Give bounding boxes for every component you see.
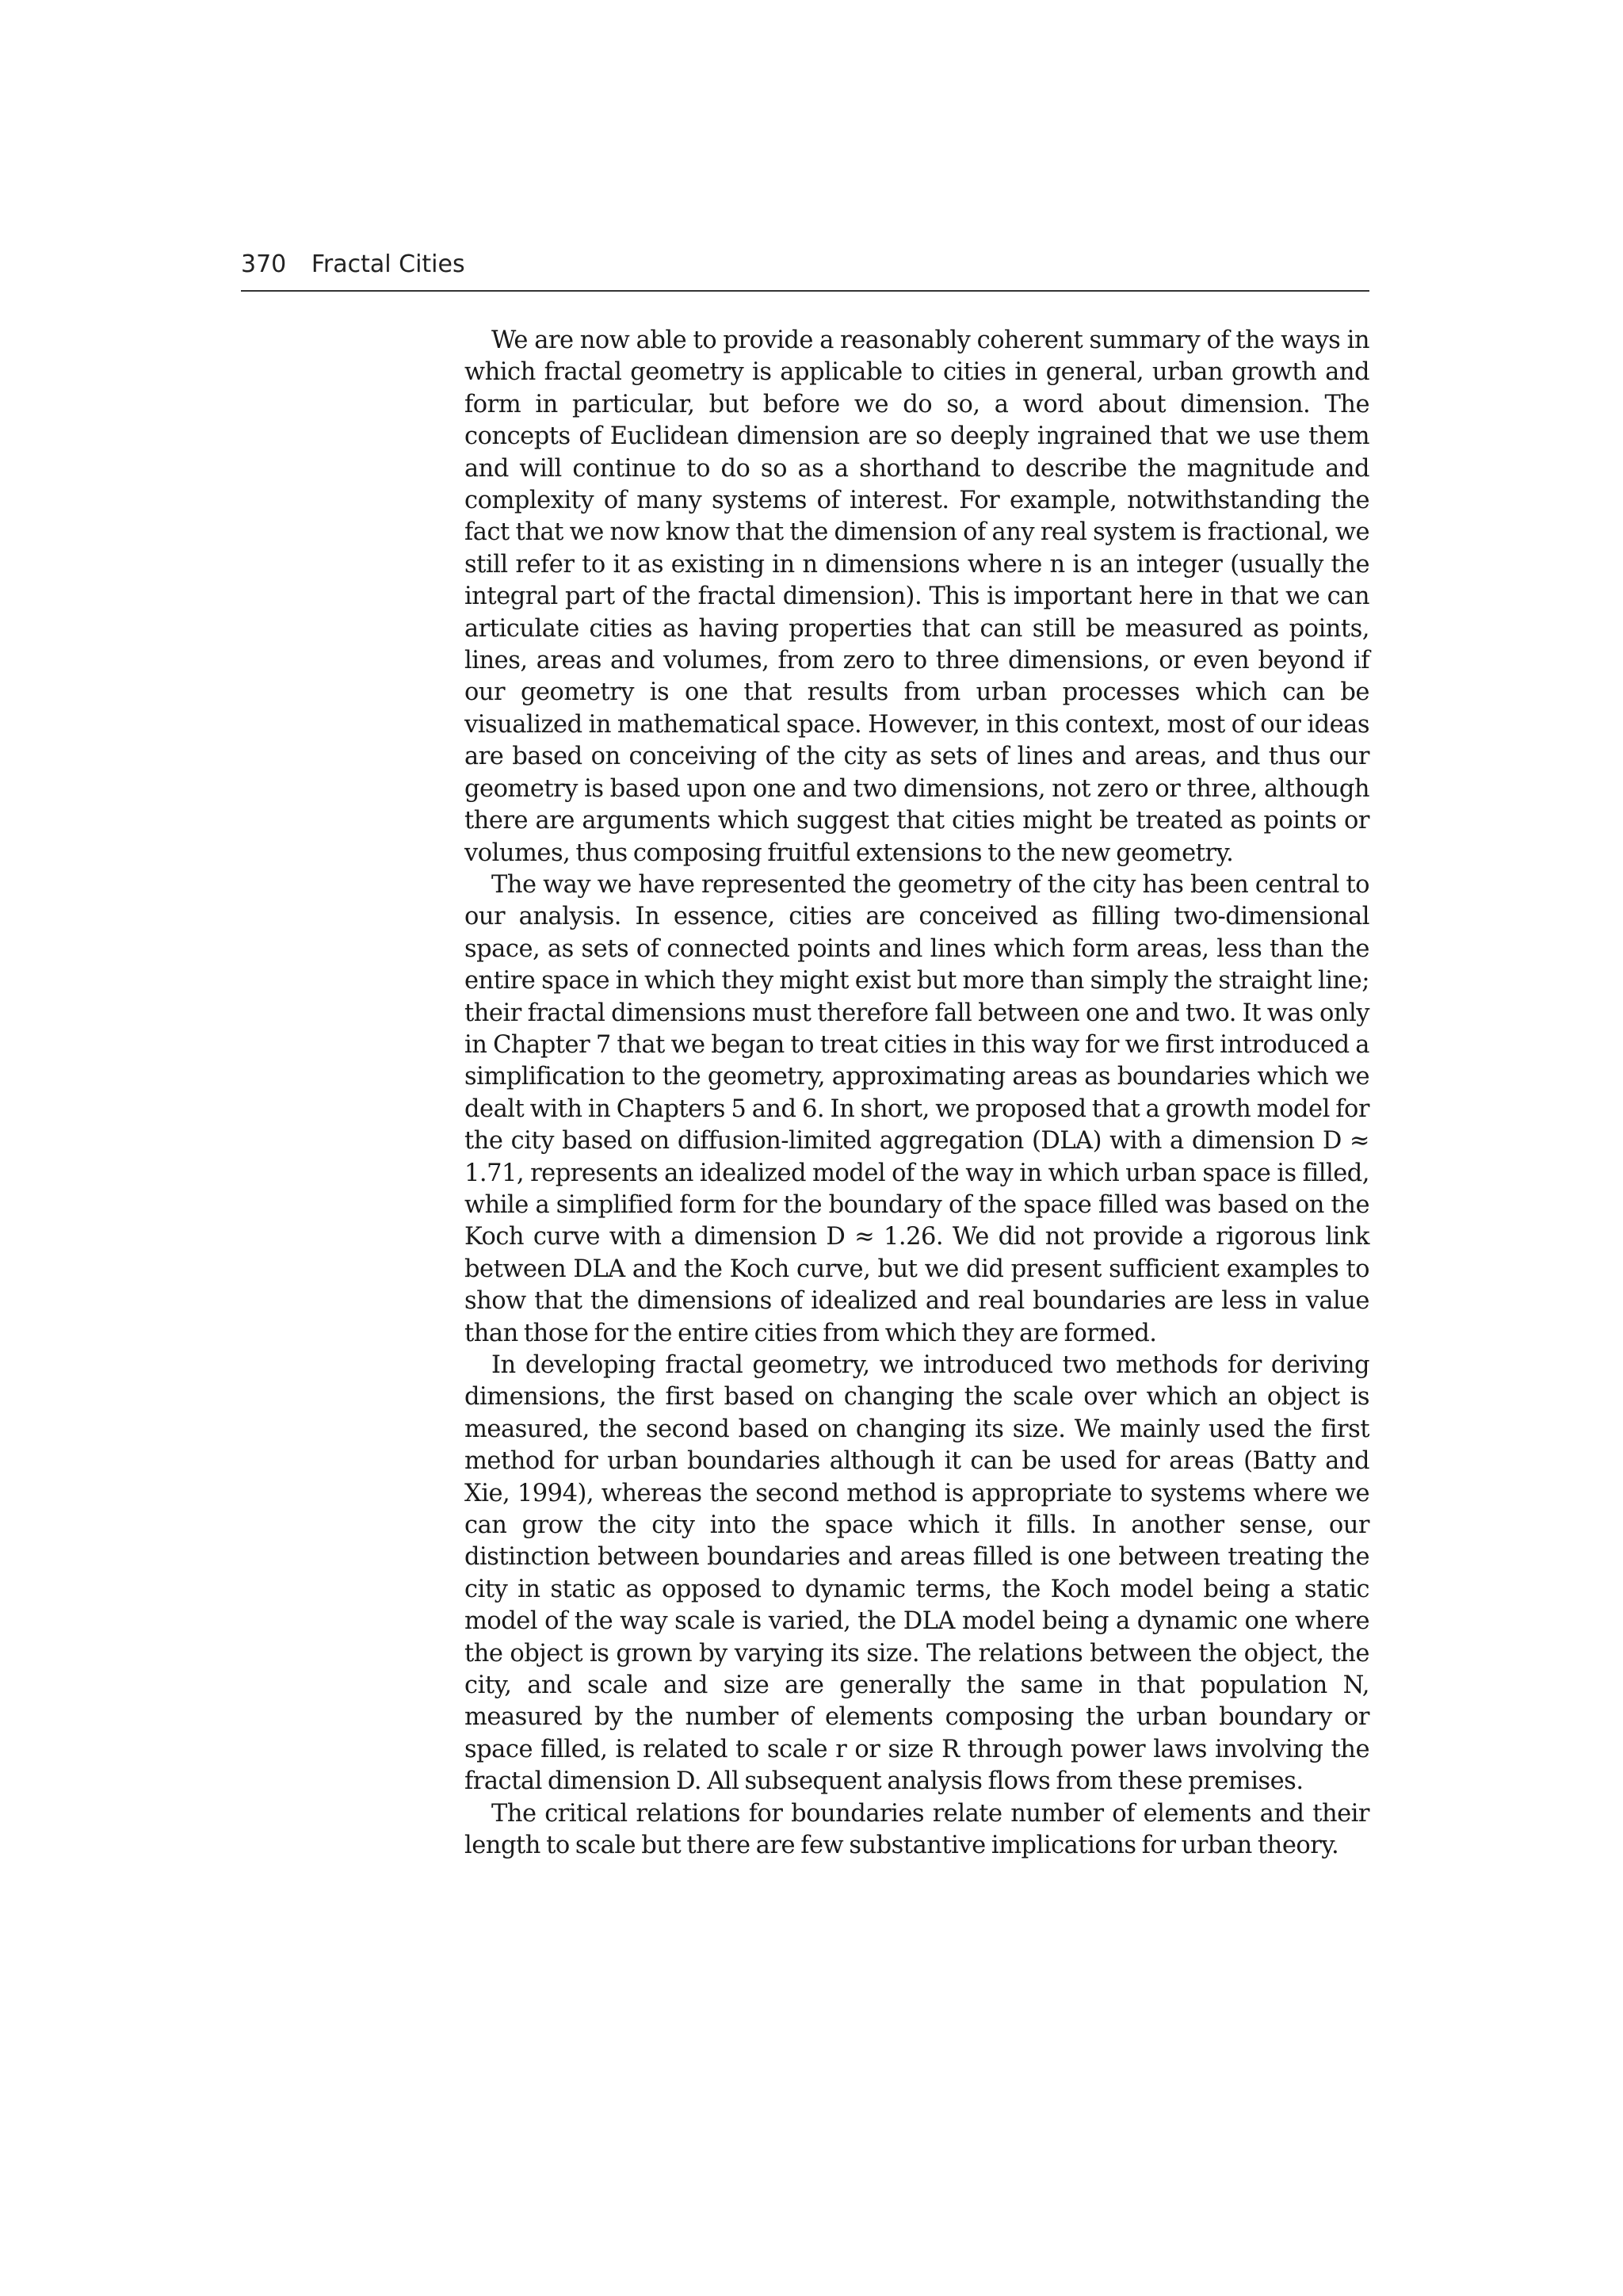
header-rule <box>241 290 1369 292</box>
paragraph: The critical relations for boundaries relate number of elements and their length to scale but there are few substantive implications for urban theory. <box>464 1799 1369 1860</box>
paragraph: In developing fractal geometry, we introduced two methods for deriving dimensions, the first based on changing the scale over which an object is measured, the second based on changing its size. We mainly used the first method for urban boundaries although it can be used for areas (Batty and Xie, 1994), whereas the second method is appropriate to systems where we can grow the city into the space which it fills. In another sense, our distinction between boundaries and areas filled is one between treating the city in static as opposed to dynamic terms, the Koch model being a static model of the way scale is varied, the DLA model being a dynamic one where the object is grown by varying its size. The relations between the object, the city, and scale and size are generally the same in that population N, measured by the number of elements composing the urban boundary or space filled, is related to scale r or size R through power laws involving the fractal dimension D. All subsequent analysis flows from these premises. <box>464 1351 1369 1796</box>
paragraph: The way we have represented the geometry of the city has been central to our analysis. In essence, cities are conceived as filling two-dimensional space, as sets of connected points and lines which form areas, less than the entire space in which they might exist but more than simply the straight line; their fractal dimensions must therefore fall between one and two. It was only in Chapter 7 that we began to treat cities in this way for we first introduced a simplification to the geometry, approximating areas as boundaries which we dealt with in Chapters 5 and 6. In short, we proposed that a growth model for the city based on diffusion-limited aggregation (DLA) with a dimension D ≈ 1.71, represents an idealized model of the way in which urban space is filled, while a simplified form for the boundary of the space filled was based on the Koch curve with a dimension D ≈ 1.26. We did not provide a rigorous link between DLA and the Koch curve, but we did present sufficient examples to show that the dimensions of idealized and real boundaries are less in value than those for the entire cities from which they are formed. <box>464 870 1369 1347</box>
page-number: 370 <box>241 250 287 278</box>
paragraph: We are now able to provide a reasonably coherent summary of the ways in which fractal geometry is applicable to cities in general, urban growth and form in particular, but before we do so, a word about dimension. The concepts of Euclidean dimension are so deeply ingrained that we use them and will continue to do so as a shorthand to describe the magnitude and complexity of many systems of interest. For example, notwithstanding the fact that we now know that the dimension of any real system is fractional, we still refer to it as existing in n dimensions where n is an integer (usually the integral part of the fractal dimension). This is important here in that we can articulate cities as having properties that can still be measured as points, lines, areas and volumes, from zero to three dimensions, or even beyond if our geometry is one that results from urban processes which can be visualized in mathematical space. However, in this context, most of our ideas are based on conceiving of the city as sets of lines and areas, and thus our geometry is based upon one and two dimensions, not zero or three, although there are arguments which suggest that cities might be treated as points or volumes, thus composing fruitful extensions to the new geometry. <box>464 327 1369 867</box>
running-head <box>241 249 465 281</box>
body-text <box>464 325 1369 1862</box>
book-title: Fractal Cities <box>311 250 465 278</box>
